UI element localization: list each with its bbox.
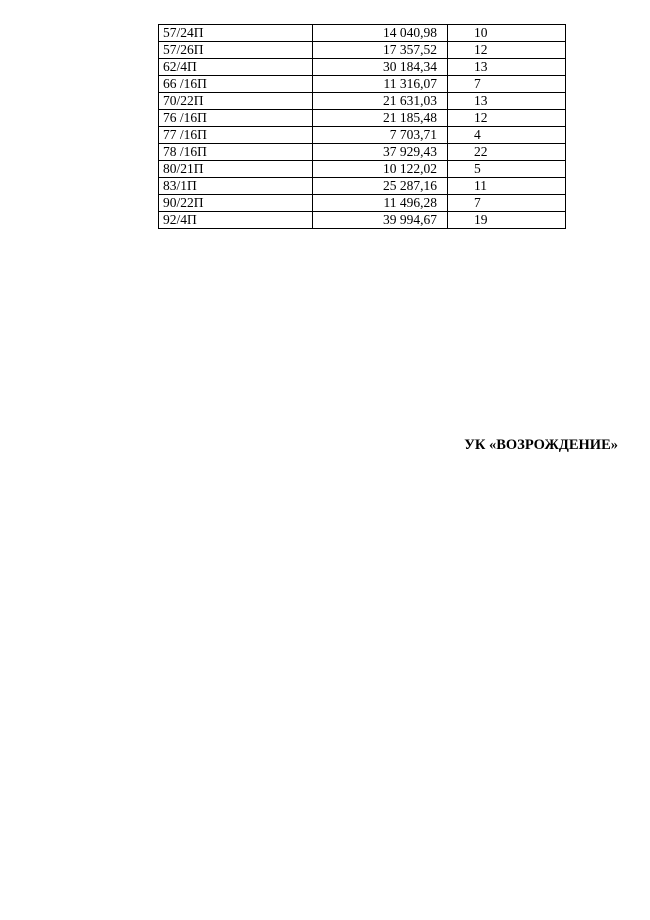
count-cell: 19: [448, 212, 566, 229]
count-cell: 22: [448, 144, 566, 161]
code-cell: 76 /16П: [159, 110, 313, 127]
count-cell: 5: [448, 161, 566, 178]
amount-cell: 30 184,34: [313, 59, 448, 76]
table-row: [159, 212, 566, 229]
amount-cell: 37 929,43: [313, 144, 448, 161]
count-cell: 7: [448, 195, 566, 212]
table-row: [159, 161, 566, 178]
code-cell: 66 /16П: [159, 76, 313, 93]
count-cell: 4: [448, 127, 566, 144]
table-row: [159, 42, 566, 59]
table-row: [159, 144, 566, 161]
count-cell: 12: [448, 110, 566, 127]
amount-cell: 11 316,07: [313, 76, 448, 93]
amount-cell: 39 994,67: [313, 212, 448, 229]
table-row: [159, 93, 566, 110]
organization-name: УК «ВОЗРОЖДЕНИЕ»: [464, 437, 618, 453]
code-cell: 57/26П: [159, 42, 313, 59]
table-row: [159, 25, 566, 42]
amount-cell: 25 287,16: [313, 178, 448, 195]
code-cell: 70/22П: [159, 93, 313, 110]
code-cell: 90/22П: [159, 195, 313, 212]
count-cell: 7: [448, 76, 566, 93]
code-cell: 80/21П: [159, 161, 313, 178]
code-cell: 57/24П: [159, 25, 313, 42]
code-cell: 83/1П: [159, 178, 313, 195]
table-row: [159, 59, 566, 76]
table-body: [159, 25, 566, 229]
count-cell: 12: [448, 42, 566, 59]
table-row: [159, 127, 566, 144]
table-row: [159, 195, 566, 212]
amount-cell: 7 703,71: [313, 127, 448, 144]
amount-cell: 17 357,52: [313, 42, 448, 59]
table-row: [159, 76, 566, 93]
table-row: [159, 110, 566, 127]
code-cell: 92/4П: [159, 212, 313, 229]
count-cell: 10: [448, 25, 566, 42]
code-cell: 77 /16П: [159, 127, 313, 144]
count-cell: 11: [448, 178, 566, 195]
code-cell: 62/4П: [159, 59, 313, 76]
code-cell: 78 /16П: [159, 144, 313, 161]
amount-cell: 21 631,03: [313, 93, 448, 110]
data-table: [158, 24, 566, 229]
amount-cell: 14 040,98: [313, 25, 448, 42]
amount-cell: 21 185,48: [313, 110, 448, 127]
amount-cell: 11 496,28: [313, 195, 448, 212]
count-cell: 13: [448, 93, 566, 110]
table-row: [159, 178, 566, 195]
count-cell: 13: [448, 59, 566, 76]
amount-cell: 10 122,02: [313, 161, 448, 178]
